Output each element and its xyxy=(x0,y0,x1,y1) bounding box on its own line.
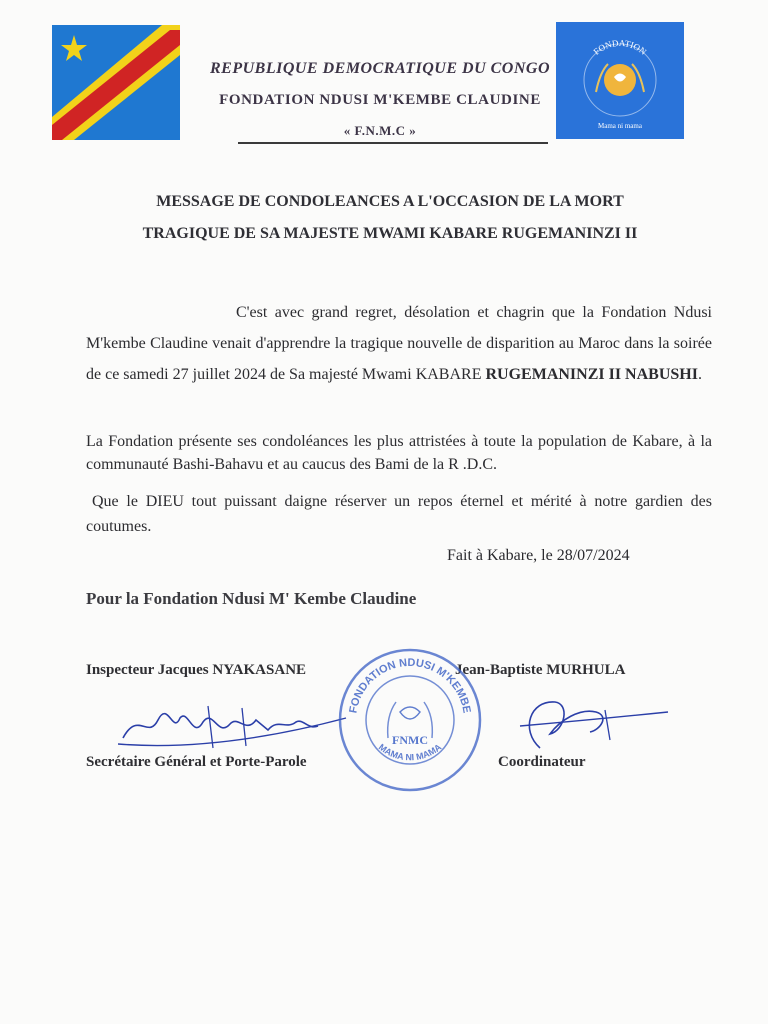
logo-graphic xyxy=(556,22,684,139)
handwritten-signature-2 xyxy=(500,690,670,752)
foundation-stamp xyxy=(336,646,484,794)
p1-text: C'est avec grand regret, désolation et chagrin que la Fondation Ndusi M'kembe Claudine venait d'apprendre la tragique nouvelle de disparition au Maroc dans la soirée de ce samedi 27 juillet 2024 de Sa majesté Mwami KABARE xyxy=(86,304,712,383)
flag-graphic xyxy=(52,25,180,140)
signatory-name-1: Inspecteur Jacques NYAKASANE xyxy=(86,662,307,678)
signoff-line: Pour la Fondation Ndusi M' Kembe Claudine xyxy=(86,589,417,608)
logo-arc-text: FONDATION xyxy=(591,37,649,57)
stamp-heart-icon xyxy=(400,707,420,719)
body-paragraph-3: Que le DIEU tout puissant daigne réserver un repos éternel et mérité à notre gardien des coutumes. xyxy=(86,493,712,535)
foundation-logo xyxy=(556,22,684,139)
body-paragraph-1 xyxy=(86,297,712,390)
signatory-role-2: Coordinateur xyxy=(498,754,586,770)
document-title-line-1: MESSAGE DE CONDOLEANCES A L'OCCASION DE LA MORT xyxy=(156,193,624,210)
stamp-center-text: FNMC xyxy=(392,733,428,747)
foundation-heading: FONDATION NDUSI M'KEMBE CLAUDINE xyxy=(219,92,541,108)
stamp-bottom-text: MAMA NI MAMA xyxy=(376,741,444,763)
country-heading: REPUBLIQUE DEMOCRATIQUE DU CONGO xyxy=(209,60,551,77)
logo-bottom-text: Mama ni mama xyxy=(598,122,642,130)
p1-end: . xyxy=(697,366,702,383)
drc-flag xyxy=(52,25,180,140)
header-divider xyxy=(238,142,548,144)
signatory-role-1: Secrétaire Général et Porte-Parole xyxy=(86,754,307,770)
document-title-line-2: TRAGIQUE DE SA MAJESTE MWAMI KABARE RUGEMANINZI II xyxy=(142,225,638,242)
body-paragraph-2: La Fondation présente ses condoléances les plus attristées à toute la population de Kabare, à la communauté Bashi-Bahavu et au caucus des Bami de la R .D.C. xyxy=(86,433,712,473)
signatory-name-2: Jean-Baptiste MURHULA xyxy=(455,662,626,678)
acronym-heading: « F.N.M.C » xyxy=(343,123,417,138)
stamp-ring-text: FONDATION NDUSI M'KEMBE xyxy=(347,656,473,715)
p1-bold-name: RUGEMANINZI II NABUSHI xyxy=(485,366,698,383)
handwritten-signature-1 xyxy=(118,700,348,755)
place-date: Fait à Kabare, le 28/07/2024 xyxy=(447,547,630,564)
